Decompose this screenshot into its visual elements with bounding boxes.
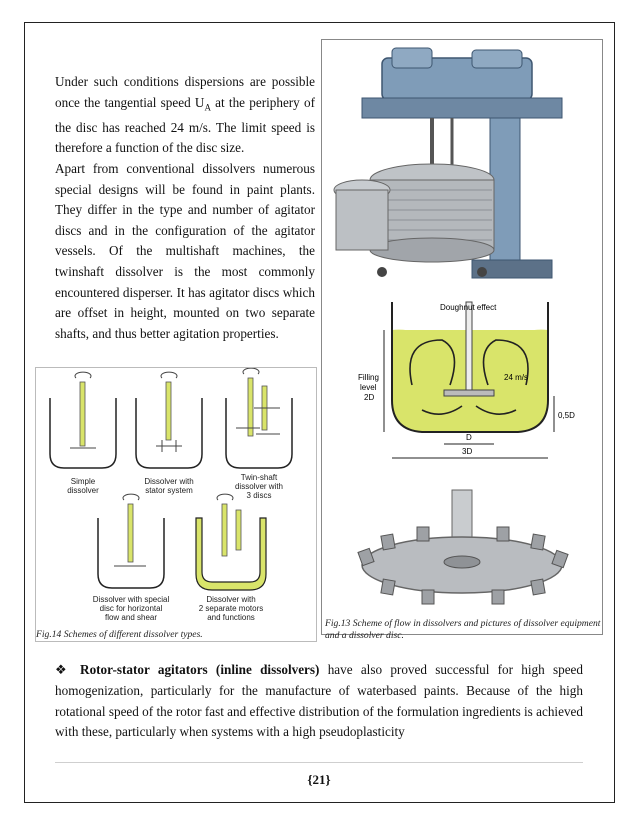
bold-lead: Rotor-stator agitators (inline dissolvers): [80, 662, 320, 677]
label-simple-1: Simple: [70, 477, 96, 486]
label-motors-3: and functions: [207, 613, 255, 622]
p1-subscript: A: [204, 102, 211, 113]
figure-13: [321, 39, 603, 635]
p1-text-b: at the periphery of the disc has reached 24 m/s. The limit speed is therefore a function of the disc size.: [55, 94, 315, 156]
label-stator-2: stator system: [145, 486, 193, 495]
label-special-2: disc for horizontal: [99, 604, 163, 613]
left-text-column: [55, 72, 315, 344]
flow-scheme-diagram: [358, 302, 575, 458]
d-label: D: [466, 433, 472, 442]
label-special-3: flow and shear: [104, 613, 158, 622]
label-twin-3: 3 discs: [246, 491, 272, 500]
height-label: 0,5D: [558, 411, 575, 420]
label-twin-2: dissolver with: [234, 482, 284, 491]
filling-label-1: Filling: [358, 373, 379, 382]
label-twin-1: Twin-shaft: [240, 473, 278, 482]
dissolver-disc-illustration: [358, 490, 568, 604]
bottom-text: have also proved successful for high speed homogenization, particularly for the manufacture of waterbased paints. Because of the high rotational speed of the rotor fast and effective distribution of the formulation ingredients is achieved with these, particularly when systems with a high pseudoplasticity: [55, 662, 584, 740]
label-motors-2: 2 separate motors: [198, 604, 264, 613]
label-simple-2: dissolver: [67, 486, 99, 495]
figure-14-drawing: [36, 368, 316, 628]
label-special-1: Dissolver with special: [92, 595, 170, 604]
figure-13-caption: Fig.13 Scheme of flow in dissolvers and pictures of dissolver equipment and a dissolver disc.: [325, 618, 601, 641]
paragraph-tangential-speed: [55, 72, 315, 159]
footer-divider: [55, 762, 583, 763]
paragraph-special-designs: Apart from conventional dissolvers numerous special designs will be found in paint plants. They differ in the type and number of agitator discs and in the configuration of the agitator vessels. Of the multishaft machines, the twinshaft dissolver is the most commonly encountered disperser. It has agitator discs which are offset in height, mounted on two separate shafts, and thus better agitation properties.: [55, 161, 315, 341]
label-motors-1: Dissolver with: [206, 595, 256, 604]
bottom-paragraph: [55, 660, 583, 743]
filling-label-3: 2D: [364, 393, 375, 402]
three-d-label: 3D: [462, 447, 473, 456]
figure-13-drawing: [322, 40, 604, 636]
speed-label: 24 m/s: [504, 373, 529, 382]
page-number: {21}: [307, 772, 331, 787]
doughnut-effect-label: Doughnut effect: [440, 303, 497, 312]
figure-14-caption: Fig.14 Schemes of different dissolver types.: [36, 629, 203, 640]
dissolver-machine-illustration: [334, 48, 562, 278]
p1-text-a: Under such conditions dispersions are possible once the tangential speed U: [55, 74, 315, 110]
bullet-icon: ❖: [55, 662, 72, 677]
filling-label-2: level: [360, 383, 377, 392]
label-stator-1: Dissolver with: [144, 477, 194, 486]
figure-14: [35, 367, 317, 642]
